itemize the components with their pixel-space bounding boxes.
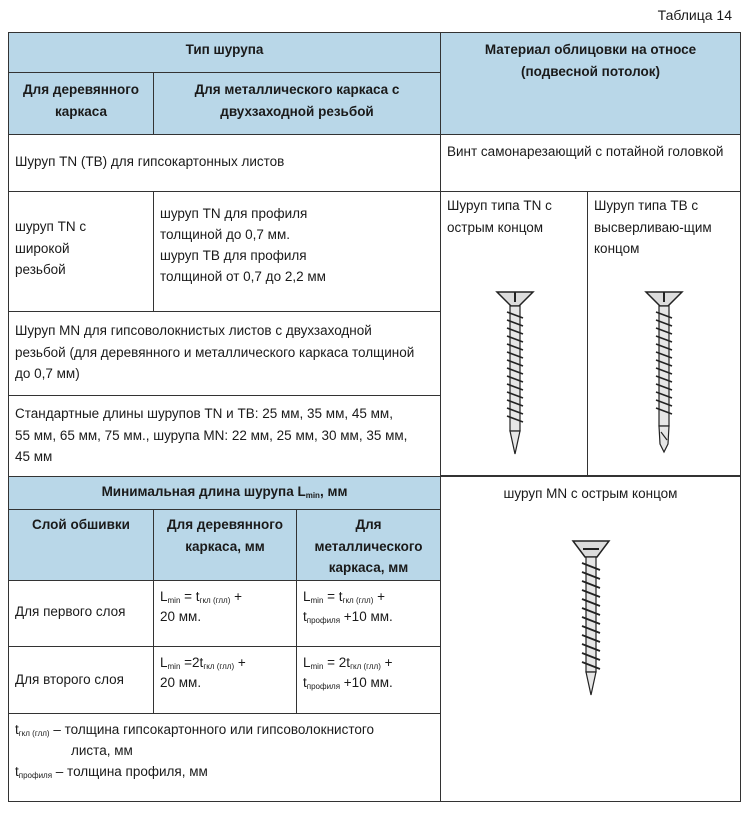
row-second-layer: Для второго слоя bbox=[8, 646, 154, 714]
formula-first-metal: $L_{min} = t_{гкл (глл)}$ + $t_{профиля} +10$ мм. bbox=[296, 580, 441, 647]
screw-tn-sharp-icon bbox=[495, 288, 535, 458]
cell-tb-drill: Шуруп типа TB с высверливаю-щим концом bbox=[587, 191, 741, 476]
row-tn-tb: Шуруп TN (ТВ) для гипсокартонных листов bbox=[8, 134, 441, 192]
header-col-wood: Для деревянного каркаса, мм bbox=[153, 509, 297, 581]
row-mn: Шуруп MN для гипсоволокнистых листов с двухзаходной резьбой (для деревянного и металлического каркаса толщиной до 0,7 мм) bbox=[8, 311, 441, 396]
row-tn-tb-profile: шуруп TN для профиля толщиной до 0,7 мм. шуруп TB для профиля толщиной от 0,7 до 2,2 мм bbox=[153, 191, 441, 312]
row-self-tapping: Винт самонарезающий с потайной головкой bbox=[440, 134, 741, 192]
row-tn-wide: шуруп TN с широкой резьбой bbox=[8, 191, 154, 312]
table-caption: Таблица 14 bbox=[657, 7, 732, 23]
screw-table bbox=[8, 32, 741, 802]
row-first-layer: Для первого слоя bbox=[8, 580, 154, 647]
formula-second-metal: $L_{min} = 2t_{гкл (глл)}$ + $t_{профиля} +10$ мм. bbox=[296, 646, 441, 714]
header-col-metal: Для металлического каркаса, мм bbox=[296, 509, 441, 581]
header-wood-frame: Для деревянного каркаса bbox=[8, 72, 154, 135]
screw-mn-sharp-icon bbox=[571, 537, 611, 707]
note-tkl: $t_{гкл (глл)}$ – толщина гипсокартонного или гипсоволокнистого bbox=[15, 722, 375, 738]
note-tkl-cont: листа, мм bbox=[71, 742, 133, 758]
note-tprof: $t_{профиля}$ – толщина профиля, мм bbox=[15, 763, 208, 780]
formula-first-wood: $L_{min} = t_{гкл (глл)}$ + 20 мм. bbox=[153, 580, 297, 647]
cell-tn-sharp: Шуруп типа TN с острым концом bbox=[440, 191, 588, 476]
header-col-layer: Слой обшивки bbox=[8, 509, 154, 581]
header-metal-frame: Для металлического каркаса с двухзаходной резьбой bbox=[153, 72, 441, 135]
notes-cell bbox=[8, 713, 441, 802]
header-cladding: Материал облицовки на относе (подвесной потолок) bbox=[440, 32, 741, 135]
screw-tb-drill-icon bbox=[644, 288, 684, 458]
header-min-length: Минимальная длина шурупа $L_{min}$, мм bbox=[8, 476, 441, 510]
formula-second-wood: $L_{min} =2t_{гкл (глл)}$ + 20 мм. bbox=[153, 646, 297, 714]
row-std-lengths: Стандартные длины шурупов TN и ТВ: 25 мм, 35 мм, 45 мм, 55 мм, 65 мм, 75 мм., шурупа MN: 22 мм, 25 мм, 30 мм, 35 мм, 45 мм bbox=[8, 395, 441, 477]
cell-mn-sharp: шуруп MN с острым концом bbox=[440, 476, 741, 802]
header-screw-type: Тип шурупа bbox=[8, 32, 441, 73]
